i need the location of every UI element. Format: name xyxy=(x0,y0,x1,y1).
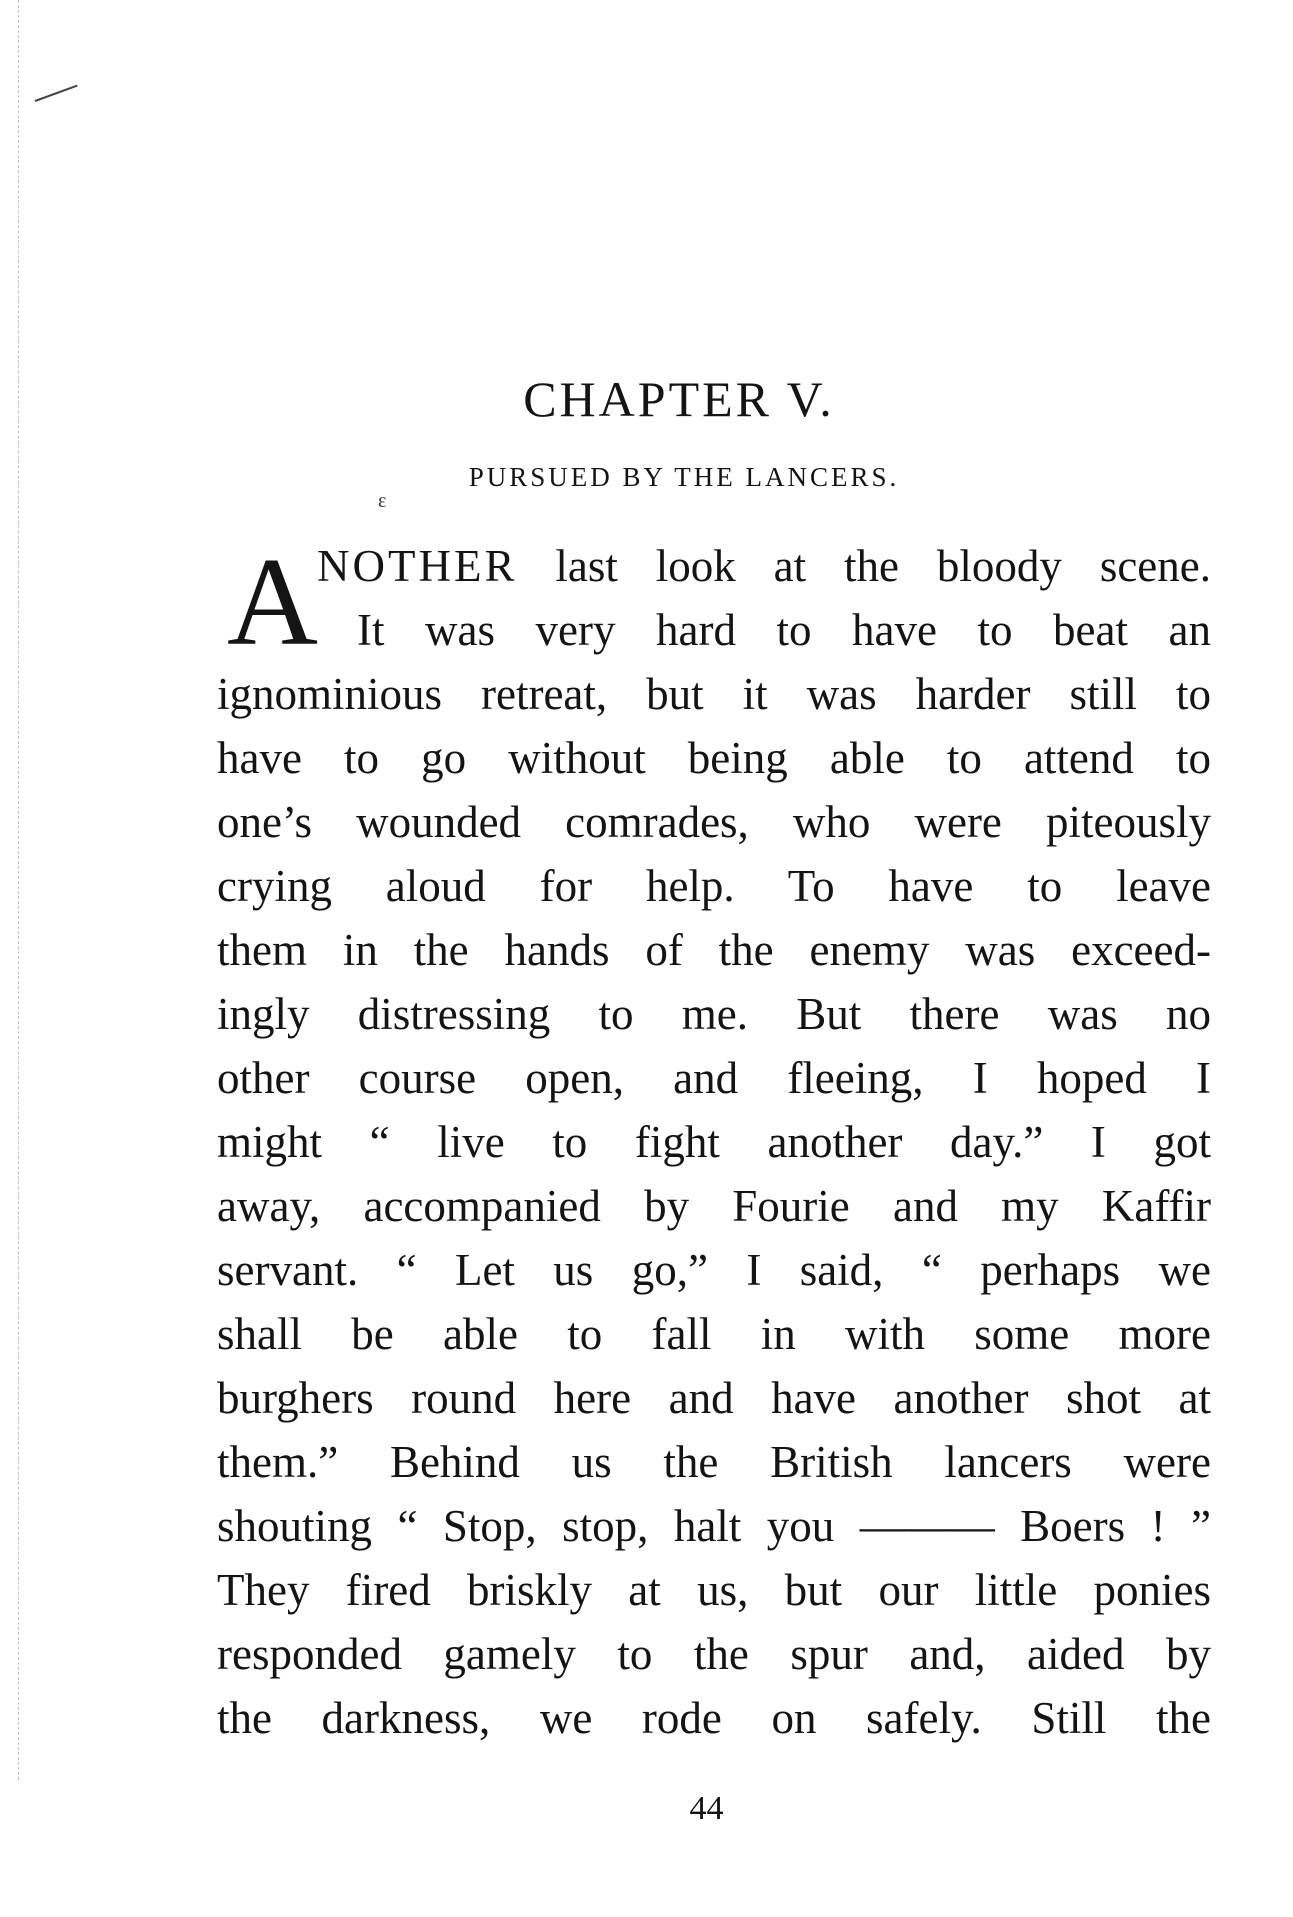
text-line: burghers round here and have another shot at xyxy=(217,1373,1211,1423)
chapter-subtitle: PURSUED BY THE LANCERS. xyxy=(468,462,900,492)
text-line: ingly distressing to me. But there was no xyxy=(217,989,1211,1039)
text-line: They fired briskly at us, but our little ponies xyxy=(217,1565,1211,1615)
text-line: crying aloud for help. To have to leave xyxy=(217,861,1211,911)
text-line: might “ live to fight another day.” I got xyxy=(217,1117,1211,1167)
text-line: It was very hard to have to beat an xyxy=(357,605,1211,655)
stray-ink-mark: ɛ xyxy=(378,490,387,512)
text-line xyxy=(217,534,1211,598)
pencil-mark xyxy=(35,85,78,102)
chapter-title: CHAPTER V. xyxy=(523,371,835,427)
text-line: shouting “ Stop, stop, halt you ——— Boers ! ” xyxy=(217,1501,1211,1551)
text-line: away, accompanied by Fourie and my Kaffir xyxy=(217,1181,1211,1231)
text-line: shall be able to fall in with some more xyxy=(217,1309,1211,1359)
page-number: 44 xyxy=(689,1790,724,1827)
body-text xyxy=(217,534,1211,1750)
text-line: them in the hands of the enemy was exceed- xyxy=(217,925,1211,975)
text-line: the darkness, we rode on safely. Still the xyxy=(217,1693,1211,1743)
text-line: servant. “ Let us go,” I said, “ perhaps we xyxy=(217,1245,1211,1295)
page-edge-shadow xyxy=(18,0,19,1780)
first-word: NOTHER xyxy=(317,541,518,591)
text-line: responded gamely to the spur and, aided by xyxy=(217,1629,1211,1679)
text-line: them.” Behind us the British lancers were xyxy=(217,1437,1211,1487)
text-line: have to go without being able to attend to xyxy=(217,733,1211,783)
text-line: other course open, and fleeing, I hoped I xyxy=(217,1053,1211,1103)
text-line: one’s wounded comrades, who were piteously xyxy=(217,797,1211,847)
drop-cap: A xyxy=(227,533,318,672)
text-line: ignominious retreat, but it was harder still to xyxy=(217,669,1211,719)
first-line-rest: last look at the bloody scene. xyxy=(555,541,1211,591)
